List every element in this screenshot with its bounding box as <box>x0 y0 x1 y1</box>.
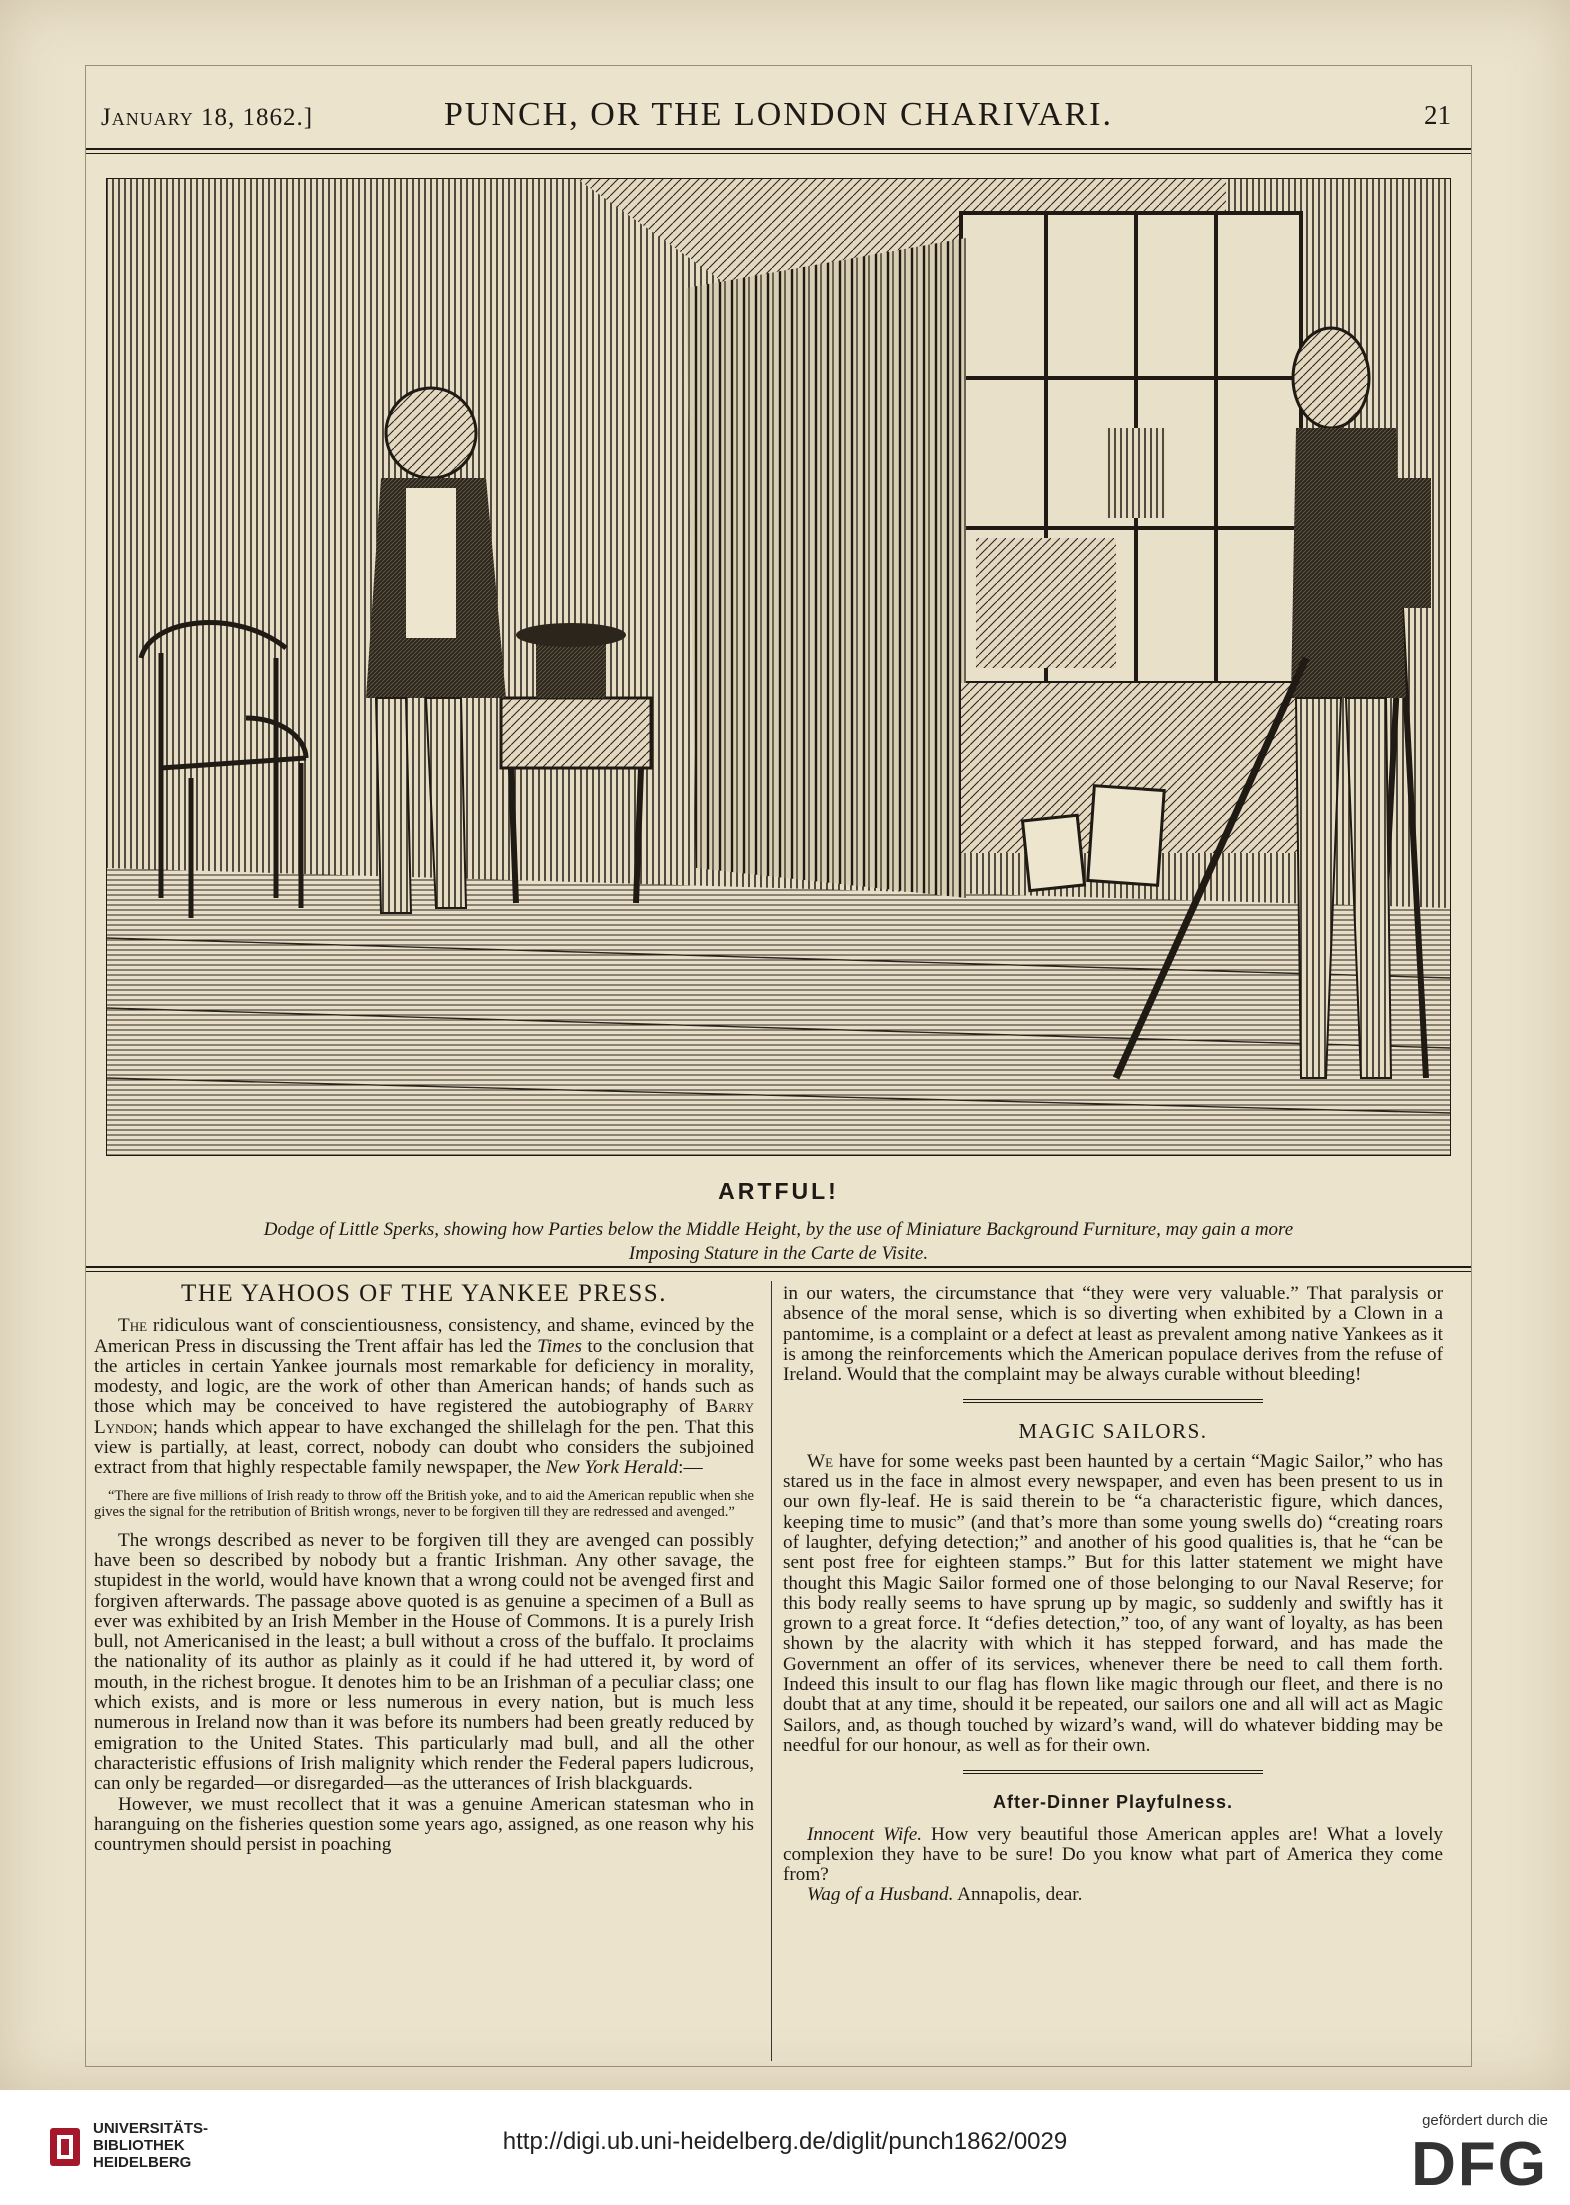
article-paragraph: The wrongs described as never to be forgiven till they are avenged can possibly have been so described by nobody but a frantic Irishman. Any other savage, the stupidest in the world, would have known that a wrong could not be avenged first and forgiven afterwards. The passage above quoted is as genuine a specimen of a Bull as ever was exhibited by an Irish Member in the House of Commons. It is a purely Irish bull, not Americanised in the least; a bull without a cross of the buffalo. It proclaims the nationality of its author as plainly as it could if he had uttered it, by word of mouth, in the richest brogue. It denotes him to be an Irishman of a peculiar class; one which exists, and is more or less numerous in every nation, but is much less numerous in Ireland now than it was before its numbers had been greatly reduced by emigration to the United States. This particularly mad bull, and all the other characteristic effusions of Irish malignity which render the Federal papers ludicrous, can only be regarded—or disregarded—as the utterances of Irish blackguards. <box>94 1529 754 1795</box>
article-title-after-dinner: After-Dinner Playfulness. <box>992 1792 1234 1813</box>
punch-page <box>85 65 1472 2067</box>
section-rule <box>963 1399 1263 1403</box>
section-rule <box>963 1770 1263 1774</box>
article-paragraph: However, we must recollect that it was a genuine American statesman who in haranguing on the fisheries question some years ago, assigned, as one reason why his countrymen should persist in poaching <box>94 1793 754 1856</box>
article-title-magic-sailors: MAGIC SAILORS. <box>1018 1419 1208 1444</box>
article-title-yahoos: THE YAHOOS OF THE YANKEE PRESS. <box>181 1280 667 1307</box>
page-number: 21 <box>1424 100 1451 130</box>
publication-title: PUNCH, OR THE LONDON CHARIVARI. <box>443 96 1113 133</box>
header-rule <box>86 148 1471 154</box>
dfg-logo: DFG <box>1411 2130 1548 2199</box>
funding-note: gefördert durch die <box>1422 2112 1548 2129</box>
article-paragraph: The ridiculous want of conscientiousness, consistency, and shame, evinced by the American Press in discussing the Trent affair has led the Times to the conclusion that the articles in certain Yankee journals most remarkable for deficiency in morality, modesty, and logic, are the work of other than American hands; of hands such as those which may be conceived to have registered the autobiography of Barry Lyndon; hands which appear to have exchanged the shillelagh for the pen. That this view is partially, at least, correct, nobody can doubt who considers the subjoined extract from that highly respectable family newspaper, the New York Herald:— <box>94 1315 754 1479</box>
permalink[interactable]: http://digi.ub.uni-heidelberg.de/diglit/punch1862/0029 <box>502 2128 1068 2155</box>
cartoon-title: ARTFUL! <box>718 1178 839 1204</box>
viewer-footer <box>0 2090 1570 2205</box>
herald-quote: “There are five millions of Irish ready to throw off the British yoke, and to aid the American republic when she gives the signal for the retribution of British wrongs, never to be forgiven till they are redressed and avenged.” <box>94 1487 754 1520</box>
dialogue-line: Innocent Wife. How very beautiful those American apples are! What a lovely complexion they have to be sure! Do you know what part of America they come from? <box>783 1823 1443 1886</box>
page-header <box>86 96 1471 146</box>
column-divider <box>771 1281 772 2061</box>
article-paragraph: We have for some weeks past been haunted by a certain “Magic Sailor,” who has stared us in the face in almost every newspaper, and even has been present to us in our own fly-leaf. He is said therein to be “a characteristic figure, which dances, keeping time to music” (and that’s more than some young swells do) “creating roars of laughter, defying detection;” and another of his good qualities is, that he “can be sent post free for eighteen stamps.” But for this latter statement we might have thought this Magic Sailor formed one of those belonging to our Naval Reserve; for this body really seems to have sprung up by magic, so suddenly and swiftly has it grown to a great force. It “defies detection,” too, of any want of loyalty, as has been shown by the alacrity with which it has stepped forward, and has made the Government an offer of its services, whenever there be need to call them forth. Indeed this insult to our flag has flown like magic through our fleet, and there is no doubt that at any time, should it be repeated, our sailors one and all will act as Magic Sailors, and, as though touched by wizard’s wand, will do whatever bidding may be needful for our honour, as well as for their own. <box>783 1450 1443 1756</box>
caption-line-2: Imposing Stature in the Carte de Visite. <box>628 1243 929 1264</box>
issue-date: January 18, 1862.] <box>101 104 314 131</box>
left-column <box>94 1280 754 1856</box>
article-paragraph-continued: in our waters, the circumstance that “they were very valuable.” That paralysis or absence of the moral sense, which is so diverting when exhibited by a Clown in a pantomime, is a complaint or a defect at least as prevalent among native Yankees as it is among the reinforcements which the American populace derives from the refuse of Ireland. Would that the complaint may be always curable without bleeding! <box>783 1283 1443 1386</box>
backdrop-curtain <box>686 238 966 898</box>
library-name: UNIVERSITÄTS- BIBLIOTHEK HEIDELBERG <box>93 2120 209 2171</box>
caption-rule <box>86 1266 1471 1272</box>
floor-boards <box>106 868 1451 1156</box>
caption-line-1: Dodge of Little Sperks, showing how Parties below the Middle Height, by the use of Miniature Background Furniture, may gain a more <box>263 1219 1294 1240</box>
right-column <box>783 1284 1443 1906</box>
cartoon-illustration <box>106 178 1451 1156</box>
cartoon-caption <box>126 1218 1431 1266</box>
dialogue-line: Wag of a Husband. Annapolis, dear. <box>807 1884 1083 1906</box>
